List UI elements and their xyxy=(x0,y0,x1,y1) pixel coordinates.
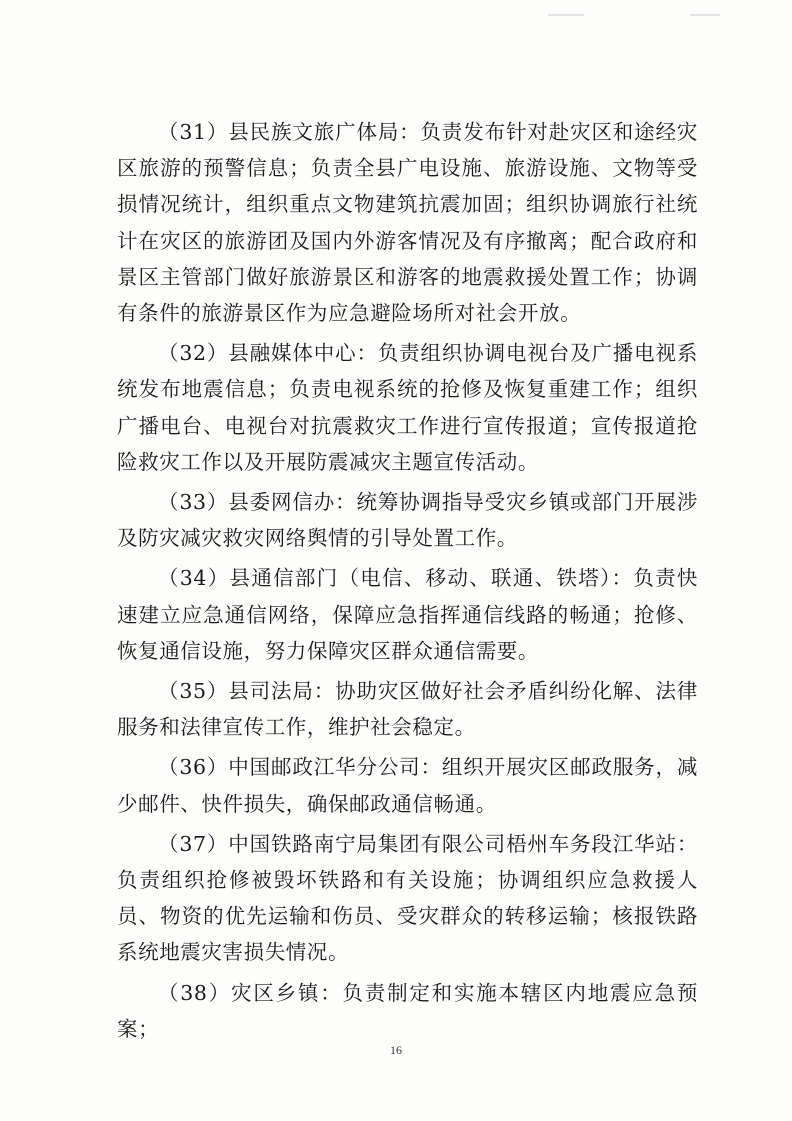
paragraph-36: （36）中国邮政江华分公司：组织开展灾区邮政服务，减少邮件、快件损失，确保邮政通信畅通。 xyxy=(117,755,698,816)
paragraph-38: （38）灾区乡镇：负责制定和实施本辖区内地震应急预案； xyxy=(117,980,698,1041)
paragraph-34: （34）县通信部门（电信、移动、联通、铁塔）：负责快速建立应急通信网络，保障应急指挥通信线路的畅通；抢修、恢复通信设施，努力保障灾区群众通信需要。 xyxy=(117,566,698,663)
document-body xyxy=(117,114,698,1047)
scan-artifact xyxy=(548,14,584,16)
page-number: 16 xyxy=(390,1043,402,1057)
paragraph-31: （31）县民族文旅广体局：负责发布针对赴灾区和途经灾区旅游的预警信息；负责全县广电设施、旅游设施、文物等受损情况统计，组织重点文物建筑抗震加固；组织协调旅行社统计在灾区的旅游团及国内外游客情况及有序撤离；配合政府和景区主管部门做好旅游景区和游客的地震救援处置工作；协调有条件的旅游景区作为应急避险场所对社会开放。 xyxy=(117,120,698,326)
paragraph-35: （35）县司法局：协助灾区做好社会矛盾纠纷化解、法律服务和法律宣传工作，维护社会稳定。 xyxy=(117,679,698,740)
scan-artifact xyxy=(690,14,720,16)
paragraph-33: （33）县委网信办：统筹协调指导受灾乡镇或部门开展涉及防灾减灾救灾网络舆情的引导处置工作。 xyxy=(117,490,698,551)
paragraph-32: （32）县融媒体中心：负责组织协调电视台及广播电视系统发布地震信息；负责电视系统的抢修及恢复重建工作；组织广播电台、电视台对抗震救灾工作进行宣传报道；宣传报道抢险救灾工作以及开展防震减灾主题宣传活动。 xyxy=(117,341,698,474)
paragraph-37: （37）中国铁路南宁局集团有限公司梧州车务段江华站：负责组织抢修被毁坏铁路和有关设施；协调组织应急救援人员、物资的优先运输和伤员、受灾群众的转移运输；核报铁路系统地震灾害损失情况。 xyxy=(117,831,698,965)
